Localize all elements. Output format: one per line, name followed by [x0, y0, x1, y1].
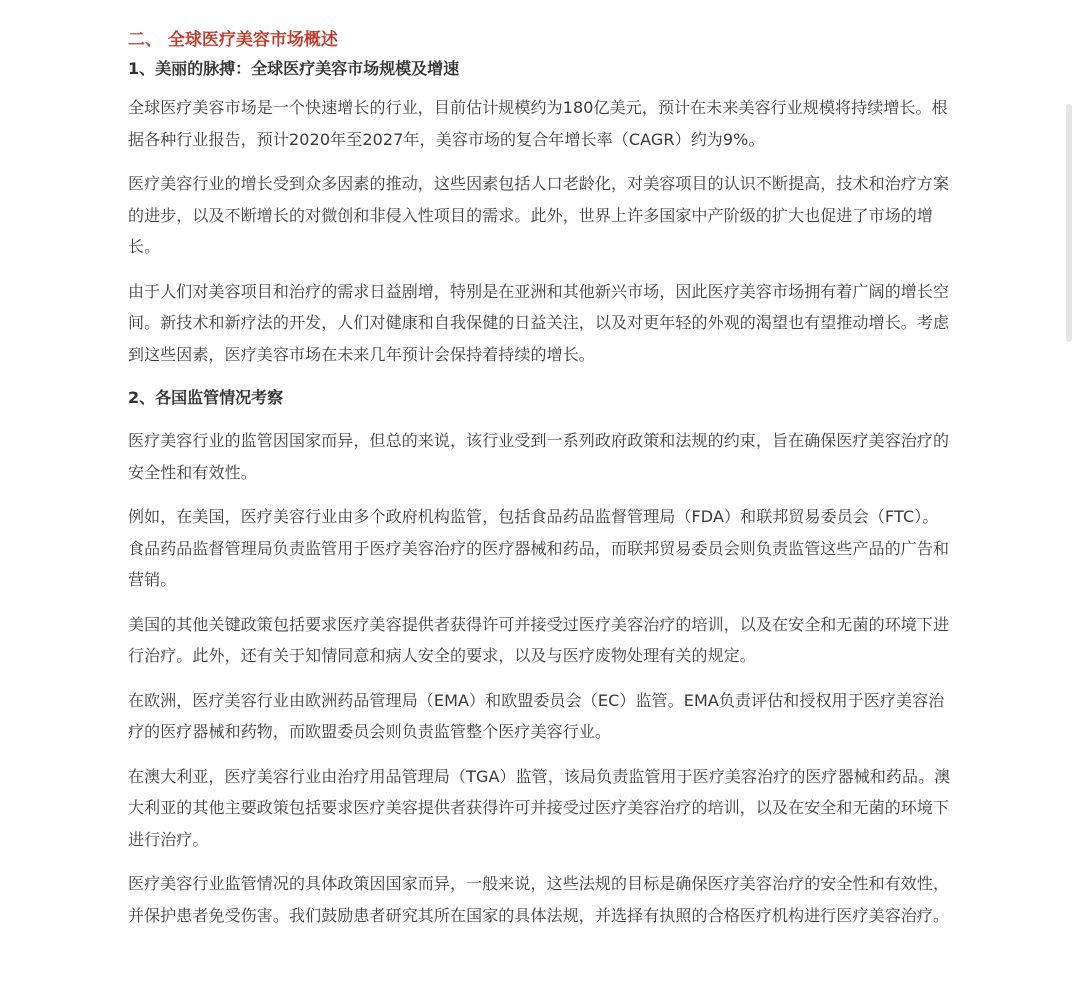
scrollbar-thumb[interactable]: [1066, 104, 1072, 342]
section-title: 二、 全球医疗美容市场概述: [128, 30, 338, 50]
article-body: [128, 26, 952, 944]
paragraph: 全球医疗美容市场是一个快速增长的行业，目前估计规模约为180亿美元，预计在未来美容行业规模将持续增长。根据各种行业报告，预计2020年至2027年，美容市场的复合年增长率（CAGR）约为9%。: [128, 98, 948, 149]
paragraph: 例如，在美国，医疗美容行业由多个政府机构监管，包括食品药品监督管理局（FDA）和联邦贸易委员会（FTC）。食品药品监督管理局负责监管用于医疗美容治疗的医疗器械和药品，而联邦贸易委员会则负责监管这些产品的广告和营销。: [128, 507, 950, 589]
paragraph: 由于人们对美容项目和治疗的需求日益剧增，特别是在亚洲和其他新兴市场，因此医疗美容市场拥有着广阔的增长空间。新技术和新疗法的开发，人们对健康和自我保健的日益关注，以及对更年轻的外观的渴望也有望推动增长。考虑到这些因素，医疗美容市场在未来几年预计会保持着持续的增长。: [128, 281, 950, 364]
paragraph: 美国的其他关键政策包括要求医疗美容提供者获得许可并接受过医疗美容治疗的培训，以及在安全和无菌的环境下进行治疗。此外，还有关于知情同意和病人安全的要求，以及与医疗废物处理有关的规定。: [128, 614, 950, 665]
subsection-heading-regulation: 2、各国监管情况考察: [128, 388, 284, 407]
paragraph: 医疗美容行业监管情况的具体政策因国家而异，一般来说，这些法规的目标是确保医疗美容治疗的安全性和有效性，并保护患者免受伤害。我们鼓励患者研究其所在国家的具体法规，并选择有执照的合格医疗机构进行医疗美容治疗。: [128, 874, 950, 925]
paragraph: 在澳大利亚，医疗美容行业由治疗用品管理局（TGA）监管，该局负责监管用于医疗美容治疗的医疗器械和药品。澳大利亚的其他主要政策包括要求医疗美容提供者获得许可并接受过医疗美容治疗的培训，以及在安全和无菌的环境下进行治疗。: [128, 766, 951, 849]
paragraph: 医疗美容行业的监管因国家而异，但总的来说，该行业受到一系列政府政策和法规的约束，旨在确保医疗美容治疗的安全性和有效性。: [128, 431, 950, 482]
paragraph: 在欧洲，医疗美容行业由欧洲药品管理局（EMA）和欧盟委员会（EC）监管。EMA负责评估和授权用于医疗美容治疗的医疗器械和药物，而欧盟委员会则负责监管整个医疗美容行业。: [128, 690, 945, 741]
subsection-heading-market-size: 1、美丽的脉搏：全球医疗美容市场规模及增速: [128, 59, 460, 78]
paragraph: 医疗美容行业的增长受到众多因素的推动，这些因素包括人口老龄化，对美容项目的认识不断提高，技术和治疗方案的进步，以及不断增长的对微创和非侵入性项目的需求。此外，世界上许多国家中产阶级的扩大也促进了市场的增长。: [128, 174, 950, 256]
